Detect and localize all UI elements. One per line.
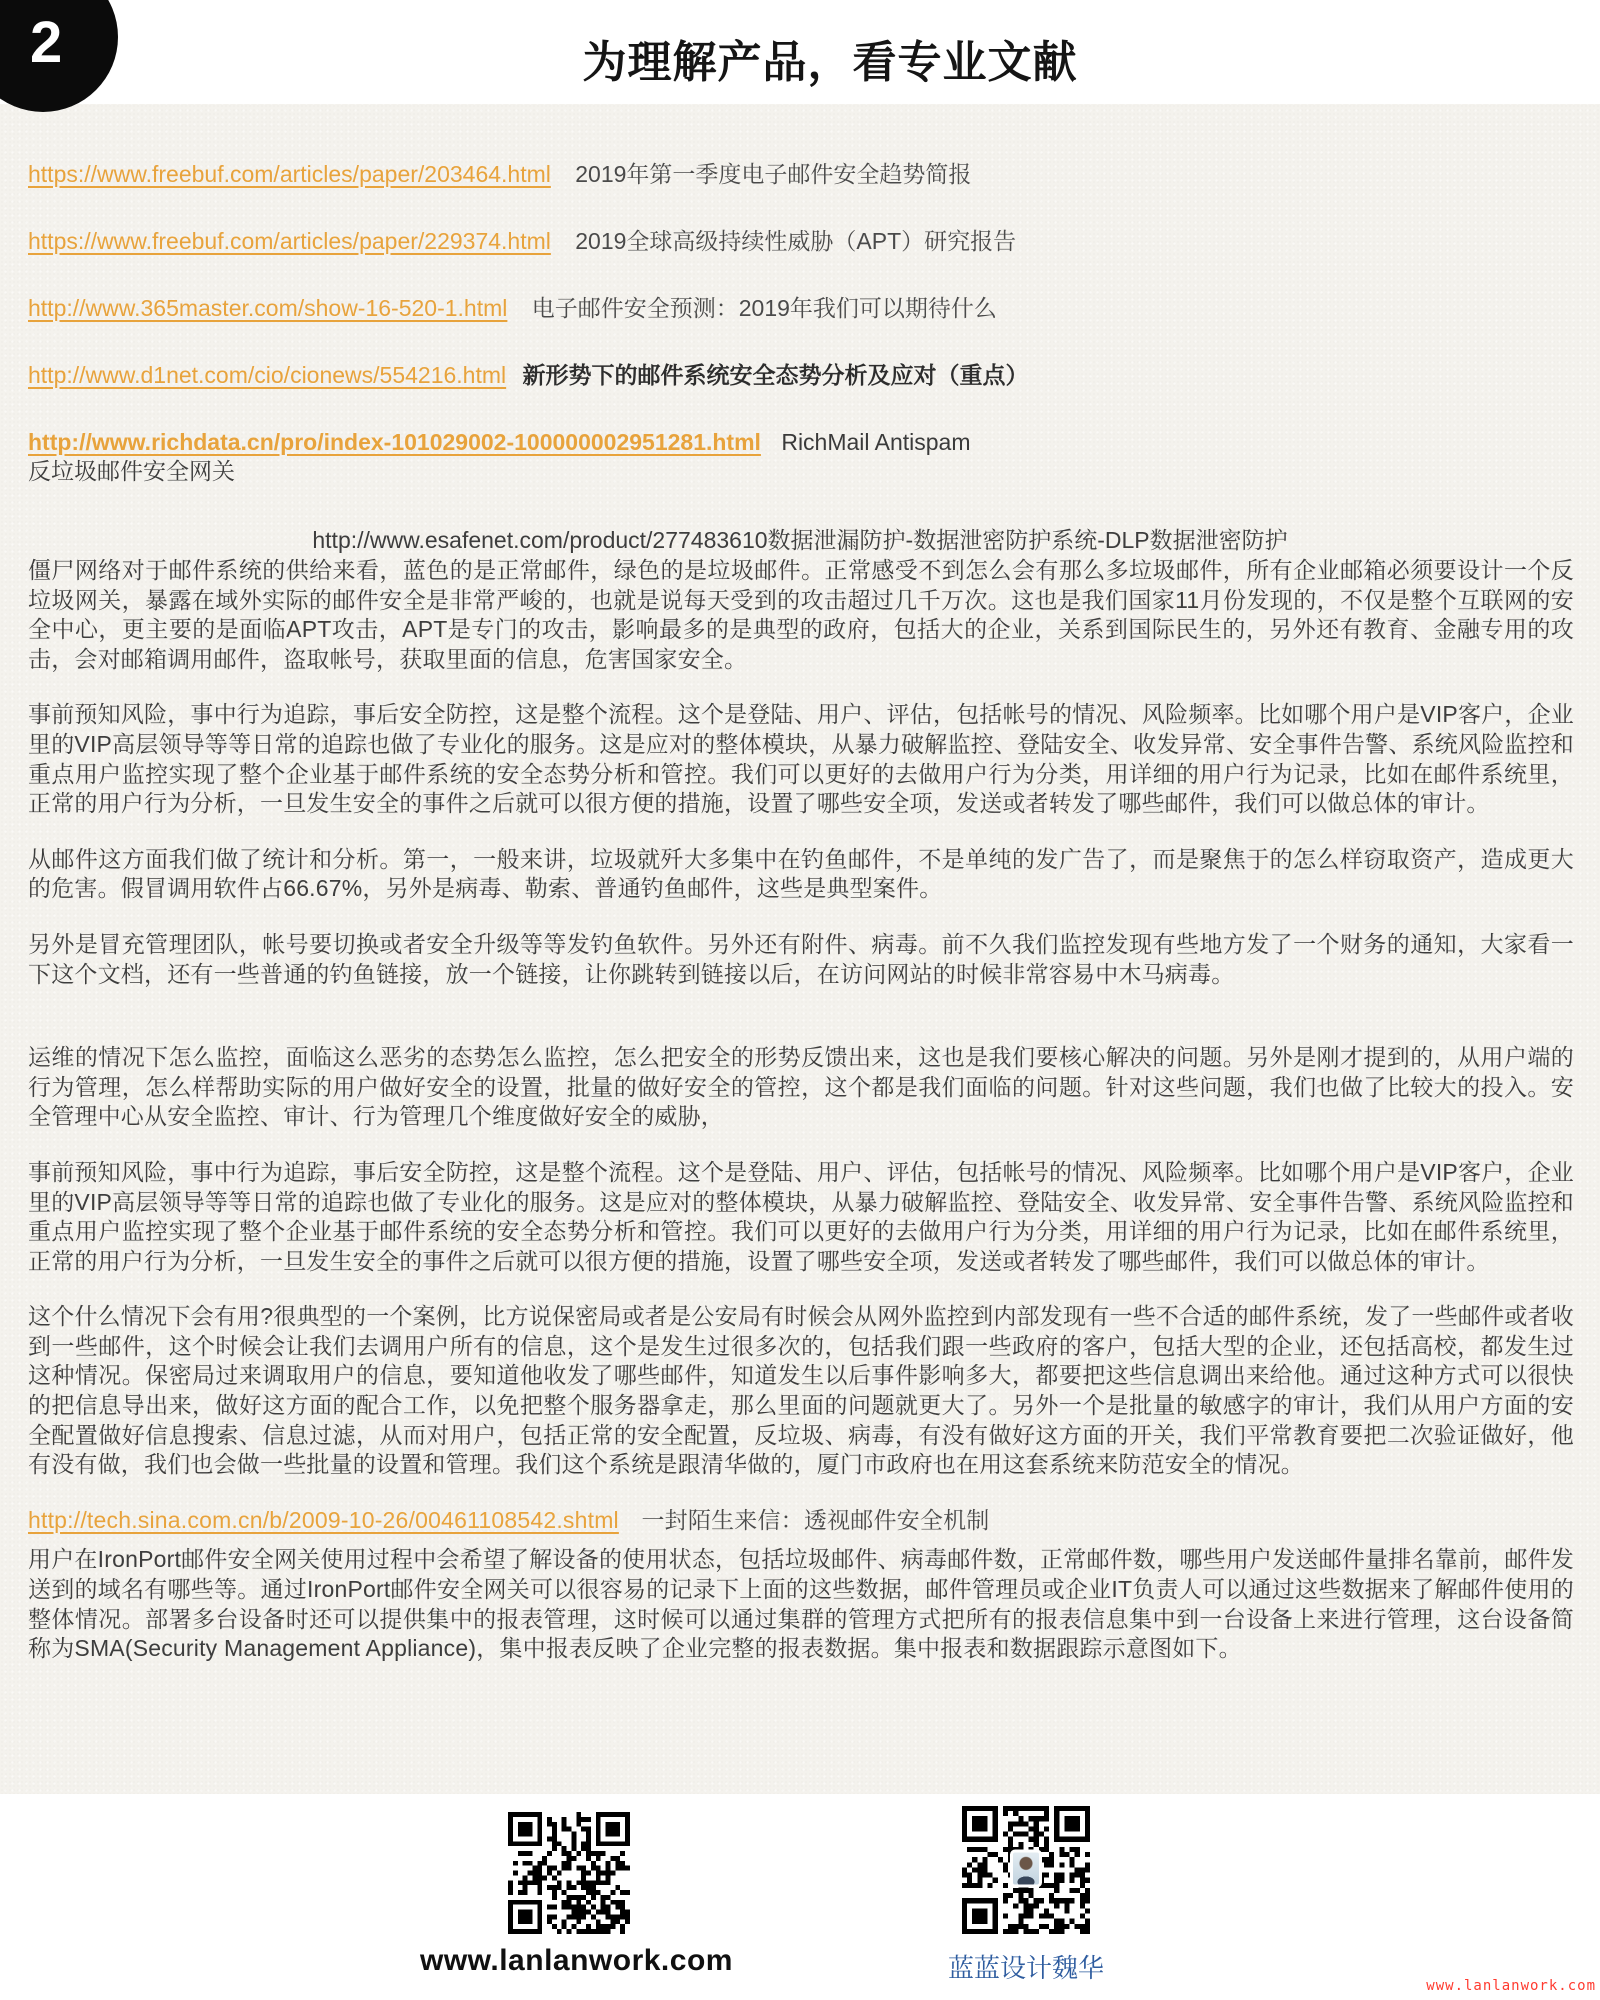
slide-number: 2 xyxy=(30,10,63,75)
reference-links xyxy=(28,160,1572,555)
freebuf-link-1[interactable]: https://www.freebuf.com/articles/paper/203464.html xyxy=(28,161,551,187)
body-paragraph: 从邮件这方面我们做了统计和分析。第一，一般来讲，垃圾就歼大多集中在钓鱼邮件，不是单纯的发广告了，而是聚焦于的怎么样窃取资产，造成更大的危害。假冒调用软件占66.67%，另外是病毒、勒索、普通钓鱼邮件，这些是典型案件。 xyxy=(28,845,1574,902)
body-copy xyxy=(28,556,1574,1690)
qr-code-wechat xyxy=(962,1806,1090,1934)
body-paragraph: 僵尸网络对于邮件系统的供给来看，蓝色的是正常邮件，绿色的是垃圾邮件。正常感受不到怎么会有那么多垃圾邮件，所有企业邮箱必须要设计一个反垃圾网关，暴露在域外实际的邮件安全是非常严峻的，也就是说每天受到的攻击超过几千万次。这也是我们国家11月份发现的，不仅是整个互联网的安全中心，更主要的是面临APT攻击，APT是专门的攻击，影响最多的是典型的政府，包括大的企业，关系到国际民生的，另外还有教育、金融专用的攻击，会对邮箱调用邮件，盗取帐号，获取里面的信息，危害国家安全。 xyxy=(28,557,1574,672)
body-paragraph: 事前预知风险，事中行为追踪，事后安全防控，这是整个流程。这个是登陆、用户、评估，包括帐号的情况、风险频率。比如哪个用户是VIP客户，企业里的VIP高层领导等等日常的追踪也做了专业化的服务。这是应对的整体模块，从暴力破解监控、登陆安全、收发异常、安全事件告警、系统风险监控和重点用户监控实现了整个企业基于邮件系统的安全态势分析和管控。我们可以更好的去做用户行为分类，用详细的用户行为记录，比如在邮件系统里，正常的用户行为分析，一旦发生安全的事件之后就可以很方便的措施，设置了哪些安全项，发送或者转发了哪些邮件，我们可以做总体的审计。 xyxy=(28,1158,1574,1274)
sina-link-row xyxy=(28,1506,1574,1536)
link-description: 2019全球高级持续性威胁（APT）研究报告 xyxy=(575,228,1017,254)
master365-link[interactable]: http://www.365master.com/show-16-520-1.html xyxy=(28,295,508,321)
qr-code-website xyxy=(508,1812,630,1934)
link-description: RichMail Antispam xyxy=(781,429,971,455)
esafenet-reference: http://www.esafenet.com/product/277483610数据泄漏防护-数据泄密防护系统-DLP数据泄密防护 xyxy=(312,527,1288,553)
d1net-link[interactable]: http://www.d1net.com/cio/cionews/554216.html xyxy=(28,362,507,388)
link-description: 电子邮件安全预测：2019年我们可以期待什么 xyxy=(531,295,997,321)
richdata-link[interactable]: http://www.richdata.cn/pro/index-101029002-100000002951281.html xyxy=(28,429,761,455)
body-paragraph: 运维的情况下怎么监控，面临这么恶劣的态势怎么监控，怎么把安全的形势反馈出来，这也是我们要核心解决的问题。另外是刚才提到的，从用户端的行为管理，怎么样帮助实际的用户做好安全的设置，批量的做好安全的管控，这个都是我们面临的问题。针对这些问题，我们也做了比较大的投入。安全管理中心从安全监控、审计、行为管理几个维度做好安全的威胁， xyxy=(28,1044,1574,1130)
reference-link-row xyxy=(28,227,1572,255)
reference-link-row xyxy=(28,361,1572,389)
sina-link[interactable]: http://tech.sina.com.cn/b/2009-10-26/00461108542.shtml xyxy=(28,1506,619,1533)
body-paragraph: 用户在IronPort邮件安全网关使用过程中会希望了解设备的使用状态，包括垃圾邮件、病毒邮件数，正常邮件数，哪些用户发送邮件量排名靠前，邮件发送到的域名有哪些等。通过IronPort邮件安全网关可以很容易的记录下上面的这些数据，邮件管理员或企业IT负责人可以通过这些数据来了解邮件使用的整体情况。部署多台设备时还可以提供集中的报表管理，这时候可以通过集群的管理方式把所有的报表信息集中到一台设备上来进行管理，这台设备简称为SMA(Security Management Appliance)，集中报表反映了企业完整的报表数据。集中报表和数据跟踪示意图如下。 xyxy=(28,1546,1574,1662)
body-paragraph: 另外是冒充管理团队，帐号要切换或者安全升级等等发钓鱼软件。另外还有附件、病毒。前不久我们监控发现有些地方发了一个财务的通知，大家看一下这个文档，还有一些普通的钓鱼链接，放一个链接，让你跳转到链接以后，在访问网站的时候非常容易中木马病毒。 xyxy=(28,930,1574,987)
link-description: 一封陌生来信：透视邮件安全机制 xyxy=(641,1506,990,1533)
qr-label-wechat: 蓝蓝设计魏华 xyxy=(947,1953,1104,1983)
watermark-url: www.lanlanwork.com xyxy=(1426,1978,1596,1994)
body-paragraph: 这个什么情况下会有用?很典型的一个案例，比方说保密局或者是公安局有时候会从网外监控到内部发现有一些不合适的邮件系统，发了一些邮件或者收到一些邮件，这个时候会让我们去调用户所有的信息，这个是发生过很多次的，包括我们跟一些政府的客户，包括大型的企业，还包括高校，都发生过这种情况。保密局过来调取用户的信息，要知道他收发了哪些邮件，知道发生以后事件影响多大，都要把这些信息调出来给他。通过这种方式可以很快的把信息导出来，做好这方面的配合工作，以免把整个服务器拿走，那么里面的问题就更大了。另外一个是批量的敏感字的审计，我们从用户方面的安全配置做好信息搜索、信息过滤，从而对用户，包括正常的安全配置，反垃圾、病毒，有没有做好这方面的开关，我们平常教育要把二次验证做好，他有没有做，我们也会做一些批量的设置和管理。我们这个系统是跟清华做的，厦门市政府也在用这套系统来防范安全的情况。 xyxy=(28,1303,1574,1478)
reference-link-row xyxy=(28,428,1572,456)
page-title: 为理解产品，看专业文献 xyxy=(582,38,1078,87)
link-description: 2019年第一季度电子邮件安全趋势简报 xyxy=(575,161,972,187)
body-paragraph: 事前预知风险，事中行为追踪，事后安全防控，这是整个流程。这个是登陆、用户、评估，包括帐号的情况、风险频率。比如哪个用户是VIP客户，企业里的VIP高层领导等等日常的追踪也做了专业化的服务。这是应对的整体模块，从暴力破解监控、登陆安全、收发异常、安全事件告警、系统风险监控和重点用户监控实现了整个企业基于邮件系统的安全态势分析和管控。我们可以更好的去做用户行为分类，用详细的用户行为记录，比如在邮件系统里，正常的用户行为分析，一旦发生安全的事件之后就可以很方便的措施，设置了哪些安全项，发送或者转发了哪些邮件，我们可以做总体的审计。 xyxy=(28,701,1574,817)
qr-label-website: www.lanlanwork.com xyxy=(420,1944,733,1977)
freebuf-link-2[interactable]: https://www.freebuf.com/articles/paper/229374.html xyxy=(28,228,551,254)
link-description: 新形势下的邮件系统安全态势分析及应对（重点） xyxy=(522,362,1029,388)
reference-link-row xyxy=(28,294,1572,322)
link-description-line2: 反垃圾邮件安全网关 xyxy=(28,458,235,484)
wechat-avatar xyxy=(1010,1849,1042,1887)
reference-link-row xyxy=(28,160,1572,188)
